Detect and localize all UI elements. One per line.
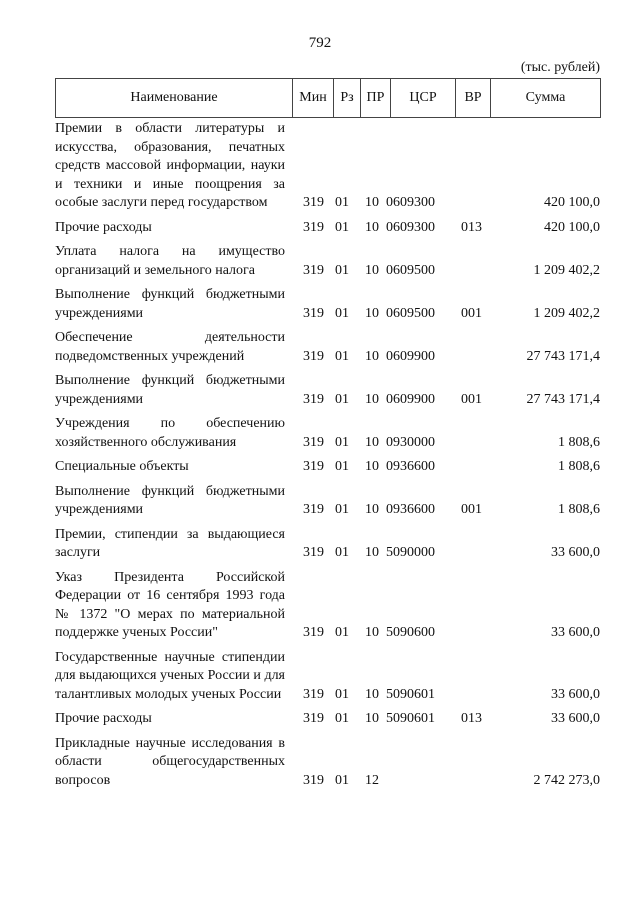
row-pr: 10 [365, 391, 379, 407]
row-csr: 5090601 [386, 686, 435, 702]
row-pr: 10 [365, 434, 379, 450]
row-csr: 0609500 [386, 262, 435, 278]
row-sum: 1 209 402,2 [533, 262, 600, 278]
row-csr: 0936600 [386, 459, 435, 474]
row-name: Уплата налога на имущество организаций и земельного налога [55, 244, 285, 278]
row-min: 319 [303, 545, 324, 560]
row-sum: 33 600,0 [551, 711, 600, 726]
row-name: Указ Президента Российской Федерации от 16 сентября 1993 года № 1372 "О мерах по материальной поддержке ученых России" [55, 569, 285, 640]
table-row [55, 526, 600, 563]
row-pr: 10 [365, 348, 379, 364]
row-name: Выполнение функций бюджетными учреждениями [55, 483, 285, 517]
row-rz: 01 [335, 434, 349, 450]
row-min: 319 [303, 391, 324, 407]
table-row [55, 649, 600, 705]
row-csr: 0930000 [386, 434, 435, 450]
row-name: Обеспечение деятельности подведомственных учреждений [55, 330, 285, 364]
row-min: 319 [303, 262, 324, 278]
row-vr: 001 [461, 391, 482, 407]
row-rz: 01 [335, 391, 349, 407]
row-sum: 1 808,6 [558, 434, 600, 450]
header-min: Мин [293, 79, 334, 118]
table-row [55, 219, 600, 238]
row-pr: 10 [365, 711, 379, 726]
row-csr: 0609500 [386, 305, 435, 321]
row-rz: 01 [335, 686, 349, 702]
row-rz: 01 [335, 772, 349, 788]
units-label: (тыс. рублей) [520, 60, 600, 75]
table-row [55, 120, 600, 213]
row-min: 319 [303, 195, 324, 210]
row-min: 319 [303, 711, 324, 726]
row-sum: 27 743 171,4 [526, 348, 600, 364]
row-rz: 01 [335, 545, 349, 560]
table-row [55, 735, 600, 791]
table-row [55, 286, 600, 323]
row-rz: 01 [335, 459, 349, 474]
row-rz: 01 [335, 305, 349, 321]
row-sum: 33 600,0 [551, 686, 600, 702]
row-rz: 01 [335, 502, 349, 517]
row-min: 319 [303, 305, 324, 321]
row-min: 319 [303, 348, 324, 364]
row-name: Учреждения по обеспечению хозяйственного обслуживания [55, 416, 285, 450]
row-vr: 013 [461, 219, 482, 235]
row-pr: 10 [365, 545, 379, 560]
table-row [55, 458, 600, 477]
header-csr: ЦСР [391, 79, 456, 118]
row-vr: 001 [461, 502, 482, 517]
row-min: 319 [303, 502, 324, 517]
row-name: Прикладные научные исследования в области общегосударственных вопросов [55, 735, 285, 788]
table-body [55, 120, 600, 796]
row-rz: 01 [335, 219, 349, 235]
row-pr: 10 [365, 686, 379, 702]
row-csr: 0609300 [386, 195, 435, 210]
row-name: Государственные научные стипендии для выдающихся ученых России и для талантливых молодых ученых России [55, 649, 285, 702]
row-min: 319 [303, 772, 324, 788]
row-pr: 10 [365, 262, 379, 278]
row-sum: 33 600,0 [551, 545, 600, 560]
table-row [55, 372, 600, 409]
row-sum: 33 600,0 [551, 625, 600, 640]
table-row [55, 329, 600, 366]
row-sum: 420 100,0 [544, 195, 600, 210]
row-rz: 01 [335, 262, 349, 278]
row-rz: 01 [335, 348, 349, 364]
row-name: Прочие расходы [55, 711, 152, 726]
row-csr: 5090000 [386, 545, 435, 560]
row-vr: 001 [461, 305, 482, 321]
header-rz: Рз [334, 79, 361, 118]
row-rz: 01 [335, 711, 349, 726]
row-sum: 1 209 402,2 [533, 305, 600, 321]
row-name: Премии, стипендии за выдающиеся заслуги [55, 526, 285, 560]
row-rz: 01 [335, 195, 349, 210]
row-csr: 5090601 [386, 711, 435, 726]
row-vr: 013 [461, 711, 482, 726]
row-min: 319 [303, 459, 324, 474]
table-header [55, 78, 601, 118]
row-min: 319 [303, 434, 324, 450]
page-number: 792 [308, 35, 332, 51]
row-name: Выполнение функций бюджетными учреждениями [55, 373, 285, 407]
row-pr: 12 [365, 772, 379, 788]
row-sum: 27 743 171,4 [526, 391, 600, 407]
header-sum: Сумма [491, 79, 601, 118]
row-name: Премии в области литературы и искусства, образования, печатных средств массовой информации, науки и техники и иные поощрения за особые заслуги перед государством [55, 121, 285, 210]
row-csr: 0936600 [386, 502, 435, 517]
row-csr: 0609900 [386, 348, 435, 364]
row-min: 319 [303, 625, 324, 640]
row-pr: 10 [365, 625, 379, 640]
row-pr: 10 [365, 459, 379, 474]
row-sum: 1 808,6 [558, 502, 600, 517]
row-pr: 10 [365, 219, 379, 235]
row-name: Выполнение функций бюджетными учреждениями [55, 287, 285, 321]
header-vr: ВР [456, 79, 491, 118]
table-row [55, 710, 600, 729]
table-row [55, 483, 600, 520]
row-name: Прочие расходы [55, 219, 152, 235]
row-sum: 420 100,0 [544, 219, 600, 235]
row-csr: 0609900 [386, 391, 435, 407]
row-csr: 0609300 [386, 219, 435, 235]
table-row [55, 569, 600, 643]
row-name: Специальные объекты [55, 459, 189, 474]
row-rz: 01 [335, 625, 349, 640]
row-sum: 1 808,6 [558, 459, 600, 474]
row-min: 319 [303, 219, 324, 235]
row-min: 319 [303, 686, 324, 702]
header-pr: ПР [361, 79, 391, 118]
row-pr: 10 [365, 195, 379, 210]
table-row [55, 415, 600, 452]
header-name: Наименование [56, 79, 293, 118]
row-pr: 10 [365, 502, 379, 517]
row-csr: 5090600 [386, 625, 435, 640]
row-pr: 10 [365, 305, 379, 321]
table-row [55, 243, 600, 280]
row-sum: 2 742 273,0 [533, 772, 600, 788]
